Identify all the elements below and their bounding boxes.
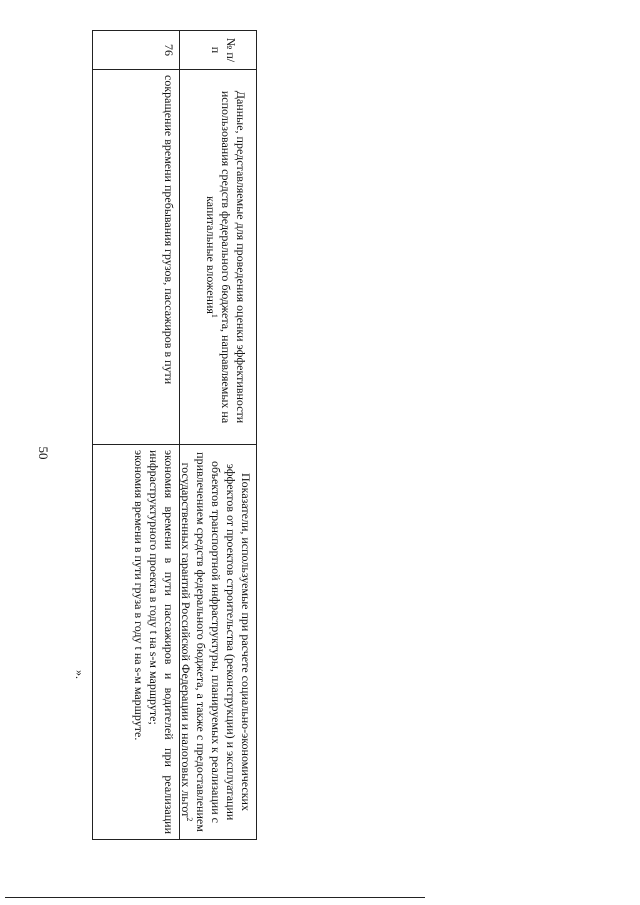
header-indicators (180, 445, 256, 839)
closing-quote: ». (73, 670, 87, 679)
indicator-line: экономия времени в пути груза в году t на s-м маршруте. (132, 450, 146, 741)
row-num: 76 (162, 44, 176, 56)
row-data-cell (92, 69, 180, 445)
header-data (180, 70, 256, 444)
bottom-rule (5, 897, 425, 898)
row-num-cell (92, 30, 180, 70)
header-num-cell (179, 30, 257, 70)
header-num: № п/п (209, 37, 238, 63)
page-number: 50 (36, 446, 51, 460)
indicator-line: экономия времени в пути пассажиров и водителей при реализации инфраструктурного проекта в году t на s-м маршруте; (147, 450, 176, 834)
row-indicators-cell (92, 444, 180, 840)
header-indicators-text: Показатели, используемые при расчете социально-экономических эффектов от проектов строительства (реконструкции) и эксплуатации объектов транспортной инфраструктуры, планируемых к реализации с привлечением средств федерального бюджета, а также с предоставлением государственных гарантий Российской Федерации и налоговых льгот (179, 452, 253, 832)
rotated-table (73, 30, 257, 840)
header-data-footnote: 1 (210, 313, 219, 318)
row-data: сокращение времени пребывания грузов, пассажиров в пути (162, 75, 176, 385)
header-indicators-footnote: 2 (185, 817, 194, 822)
header-data-text: Данные, представляемые для проведения оценки эффективности использования средств федерального бюджета, направляемых на капитальные вложения (204, 90, 248, 424)
row-indicators (93, 445, 179, 839)
header-indicators-cell (179, 444, 257, 840)
header-data-cell (179, 69, 257, 445)
